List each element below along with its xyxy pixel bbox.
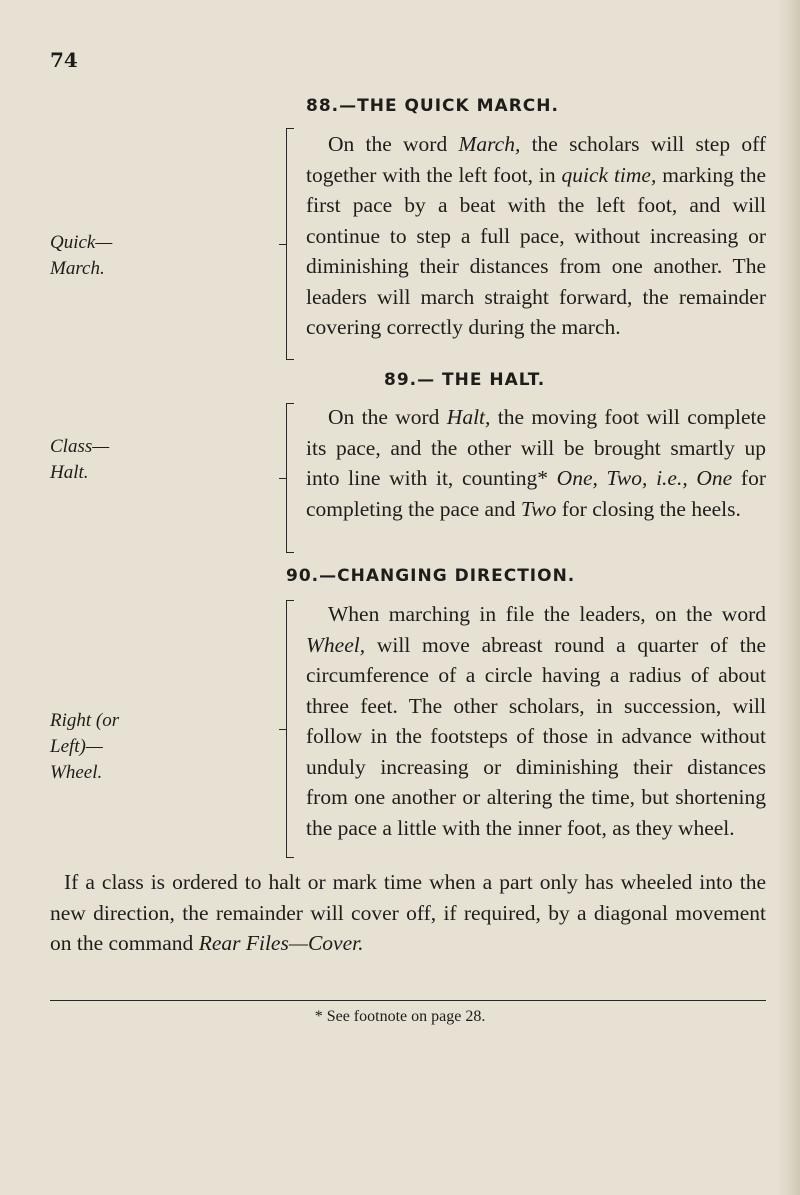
- section-89-heading: 89.— THE HALT.: [384, 370, 546, 390]
- margin-note-line: Class—: [50, 436, 110, 457]
- section-90-margin-note: [50, 708, 160, 786]
- margin-note-line: Left)—: [50, 736, 103, 757]
- margin-note-line: Right (or: [50, 710, 120, 731]
- section-90-heading: 90.—CHANGING DIRECTION.: [286, 566, 576, 586]
- section-90-paragraph: When marching in file the leaders, on the word Wheel, will move abreast round a quarter of the circumference of a circle having a radius of about three feet. The other scholars, in succession, will follow in the footsteps of those in advance without unduly increasing or diminishing their distances from one another or altering the time, but shortening the pace a little with the inner foot, as they wheel.: [306, 602, 766, 840]
- margin-note-line: March.: [50, 258, 105, 279]
- section-90-body: [306, 599, 766, 843]
- section-89-paragraph: On the word Halt, the moving foot will complete its pace, and the other will be brought smartly up into line with it, counting* One, Two, i.e., One for completing the pace and Two for closing the heels.: [306, 405, 767, 521]
- page-number: 74: [50, 48, 78, 72]
- section-89-body: [306, 402, 766, 524]
- margin-note-line: Quick—: [50, 232, 113, 253]
- section-88-paragraph: On the word March, the scholars will step off together with the left foot, in quick time, marking the first pace by a beat with the left foot, and will continue to step a full pace, without increasing or diminishing their distances from one another. The leaders will march straight forward, the remainder covering correctly during the march.: [306, 132, 767, 339]
- margin-note-line: Halt.: [50, 462, 89, 483]
- margin-note-line: Wheel.: [50, 762, 103, 783]
- closing-paragraph-text: If a class is ordered to halt or mark time when a part only has wheeled into the new direction, the remainder will cover off, if required, by a diagonal movement on the command Rear Files—Cover.: [50, 870, 766, 955]
- footnote: * See footnote on page 28.: [314, 1008, 486, 1025]
- section-89-brace: [286, 403, 301, 553]
- section-88-heading: 88.—THE QUICK MARCH.: [306, 96, 559, 116]
- section-89-margin-note: [50, 434, 160, 486]
- section-88-margin-note: [50, 230, 160, 282]
- section-88-body: [306, 129, 766, 343]
- closing-paragraph: [50, 867, 766, 959]
- section-90-brace: [286, 600, 301, 858]
- section-88-brace: [286, 128, 301, 360]
- footnote-rule: [50, 1000, 766, 1001]
